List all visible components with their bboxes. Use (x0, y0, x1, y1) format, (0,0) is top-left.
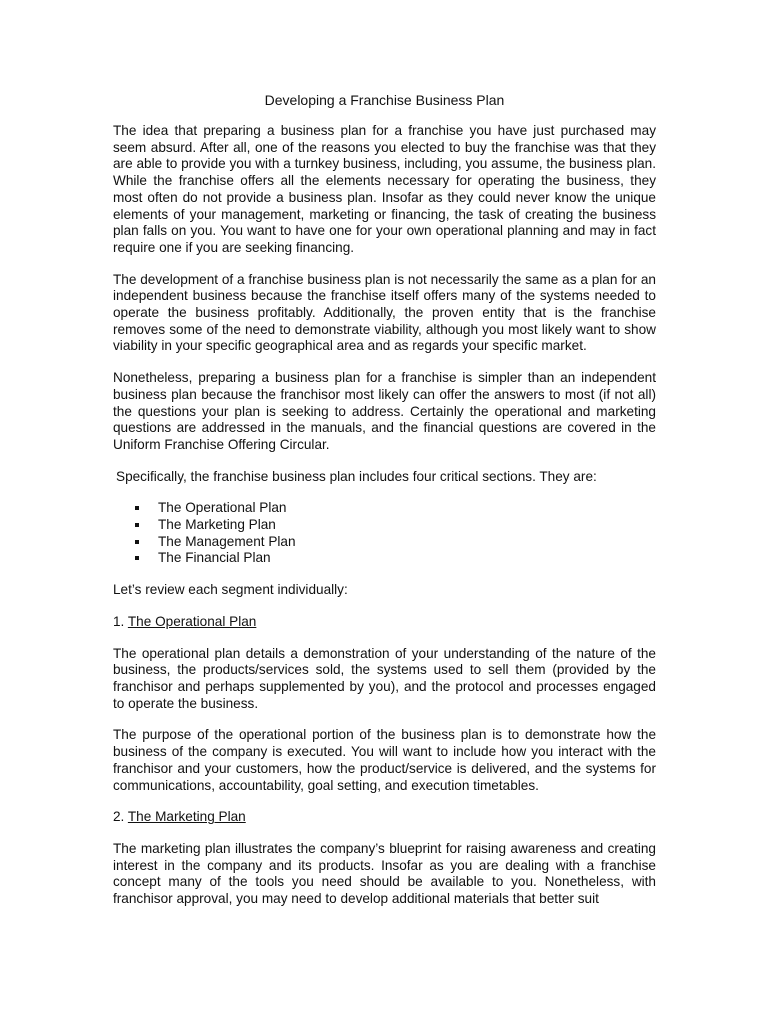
section-number: 2. (113, 809, 125, 825)
list-item-label: The Management Plan (158, 533, 296, 549)
operational-paragraph-1: The operational plan details a demonstration of your understanding of the nature of the business, the products/services sold, the systems used to sell them (provided by the franchisor and perhaps supplemented by you), and the protocol and processes engaged to operate the business. (113, 645, 656, 711)
review-intro: Let’s review each segment individually: (113, 582, 348, 598)
document-title: Developing a Franchise Business Plan (264, 92, 505, 108)
square-bullet-icon (135, 540, 139, 544)
list-item-label: The Financial Plan (158, 550, 271, 566)
list-item (113, 550, 656, 567)
square-bullet-icon (135, 523, 139, 527)
nonetheless-paragraph: Nonetheless, preparing a business plan for a franchise is simpler than an independent business plan because the franchisor most likely can offer the answers to most (if not all) the questions your plan is seeking to address. Certainly the operational and marketing questions are addressed in the manuals, and the financial questions are covered in the Uniform Franchise Offering Circular. (113, 370, 656, 452)
development-paragraph: The development of a franchise business plan is not necessarily the same as a plan for an independent business because the franchise itself offers many of the systems needed to operate the business profitably. Additionally, the proven entity that is the franchise removes some of the need to demonstrate viability, although you most likely want to show viability in your specific geographical area and as regards your specific market. (113, 271, 656, 354)
operational-paragraph-2: The purpose of the operational portion of the business plan is to demonstrate how the business of the company is executed. You will want to include how you interact with the franchisor and your customers, how the product/service is delivered, and the systems for communications, accountability, goal setting, and execution timetables. (113, 727, 656, 793)
list-item (113, 500, 656, 517)
sections-intro: Specifically, the franchise business plan includes four critical sections. They are: (116, 468, 597, 484)
sections-list (113, 500, 656, 567)
operational-plan-heading (113, 614, 656, 631)
section-title: The Marketing Plan (127, 809, 246, 825)
intro-paragraph: The idea that preparing a business plan for a franchise you have just purchased may seem absurd. After all, one of the reasons you elected to buy the franchise was that they are able to provide you with a turnkey business, including, you assume, the business plan. While the franchise offers all the elements necessary for operating the business, they most often do not provide a business plan. Insofar as they could never know the unique elements of your management, marketing or financing, the task of creating the business plan falls on you. You want to have one for your own operational planning and may in fact require one if you are seeking financing. (113, 123, 656, 255)
list-item (113, 534, 656, 551)
section-number: 1. (113, 613, 125, 629)
square-bullet-icon (135, 556, 139, 560)
marketing-plan-heading (113, 809, 656, 826)
square-bullet-icon (135, 506, 139, 510)
section-title: The Operational Plan (127, 613, 257, 629)
list-item-label: The Marketing Plan (158, 517, 276, 533)
marketing-paragraph: The marketing plan illustrates the company’s blueprint for raising awareness and creating interest in the company and its products. Insofar as you are dealing with a franchise concept many of the tools you need should be available to you. Nonetheless, with franchisor approval, you may need to develop additional materials that better suit (113, 840, 656, 907)
list-item-label: The Operational Plan (158, 500, 287, 516)
list-item (113, 517, 656, 534)
